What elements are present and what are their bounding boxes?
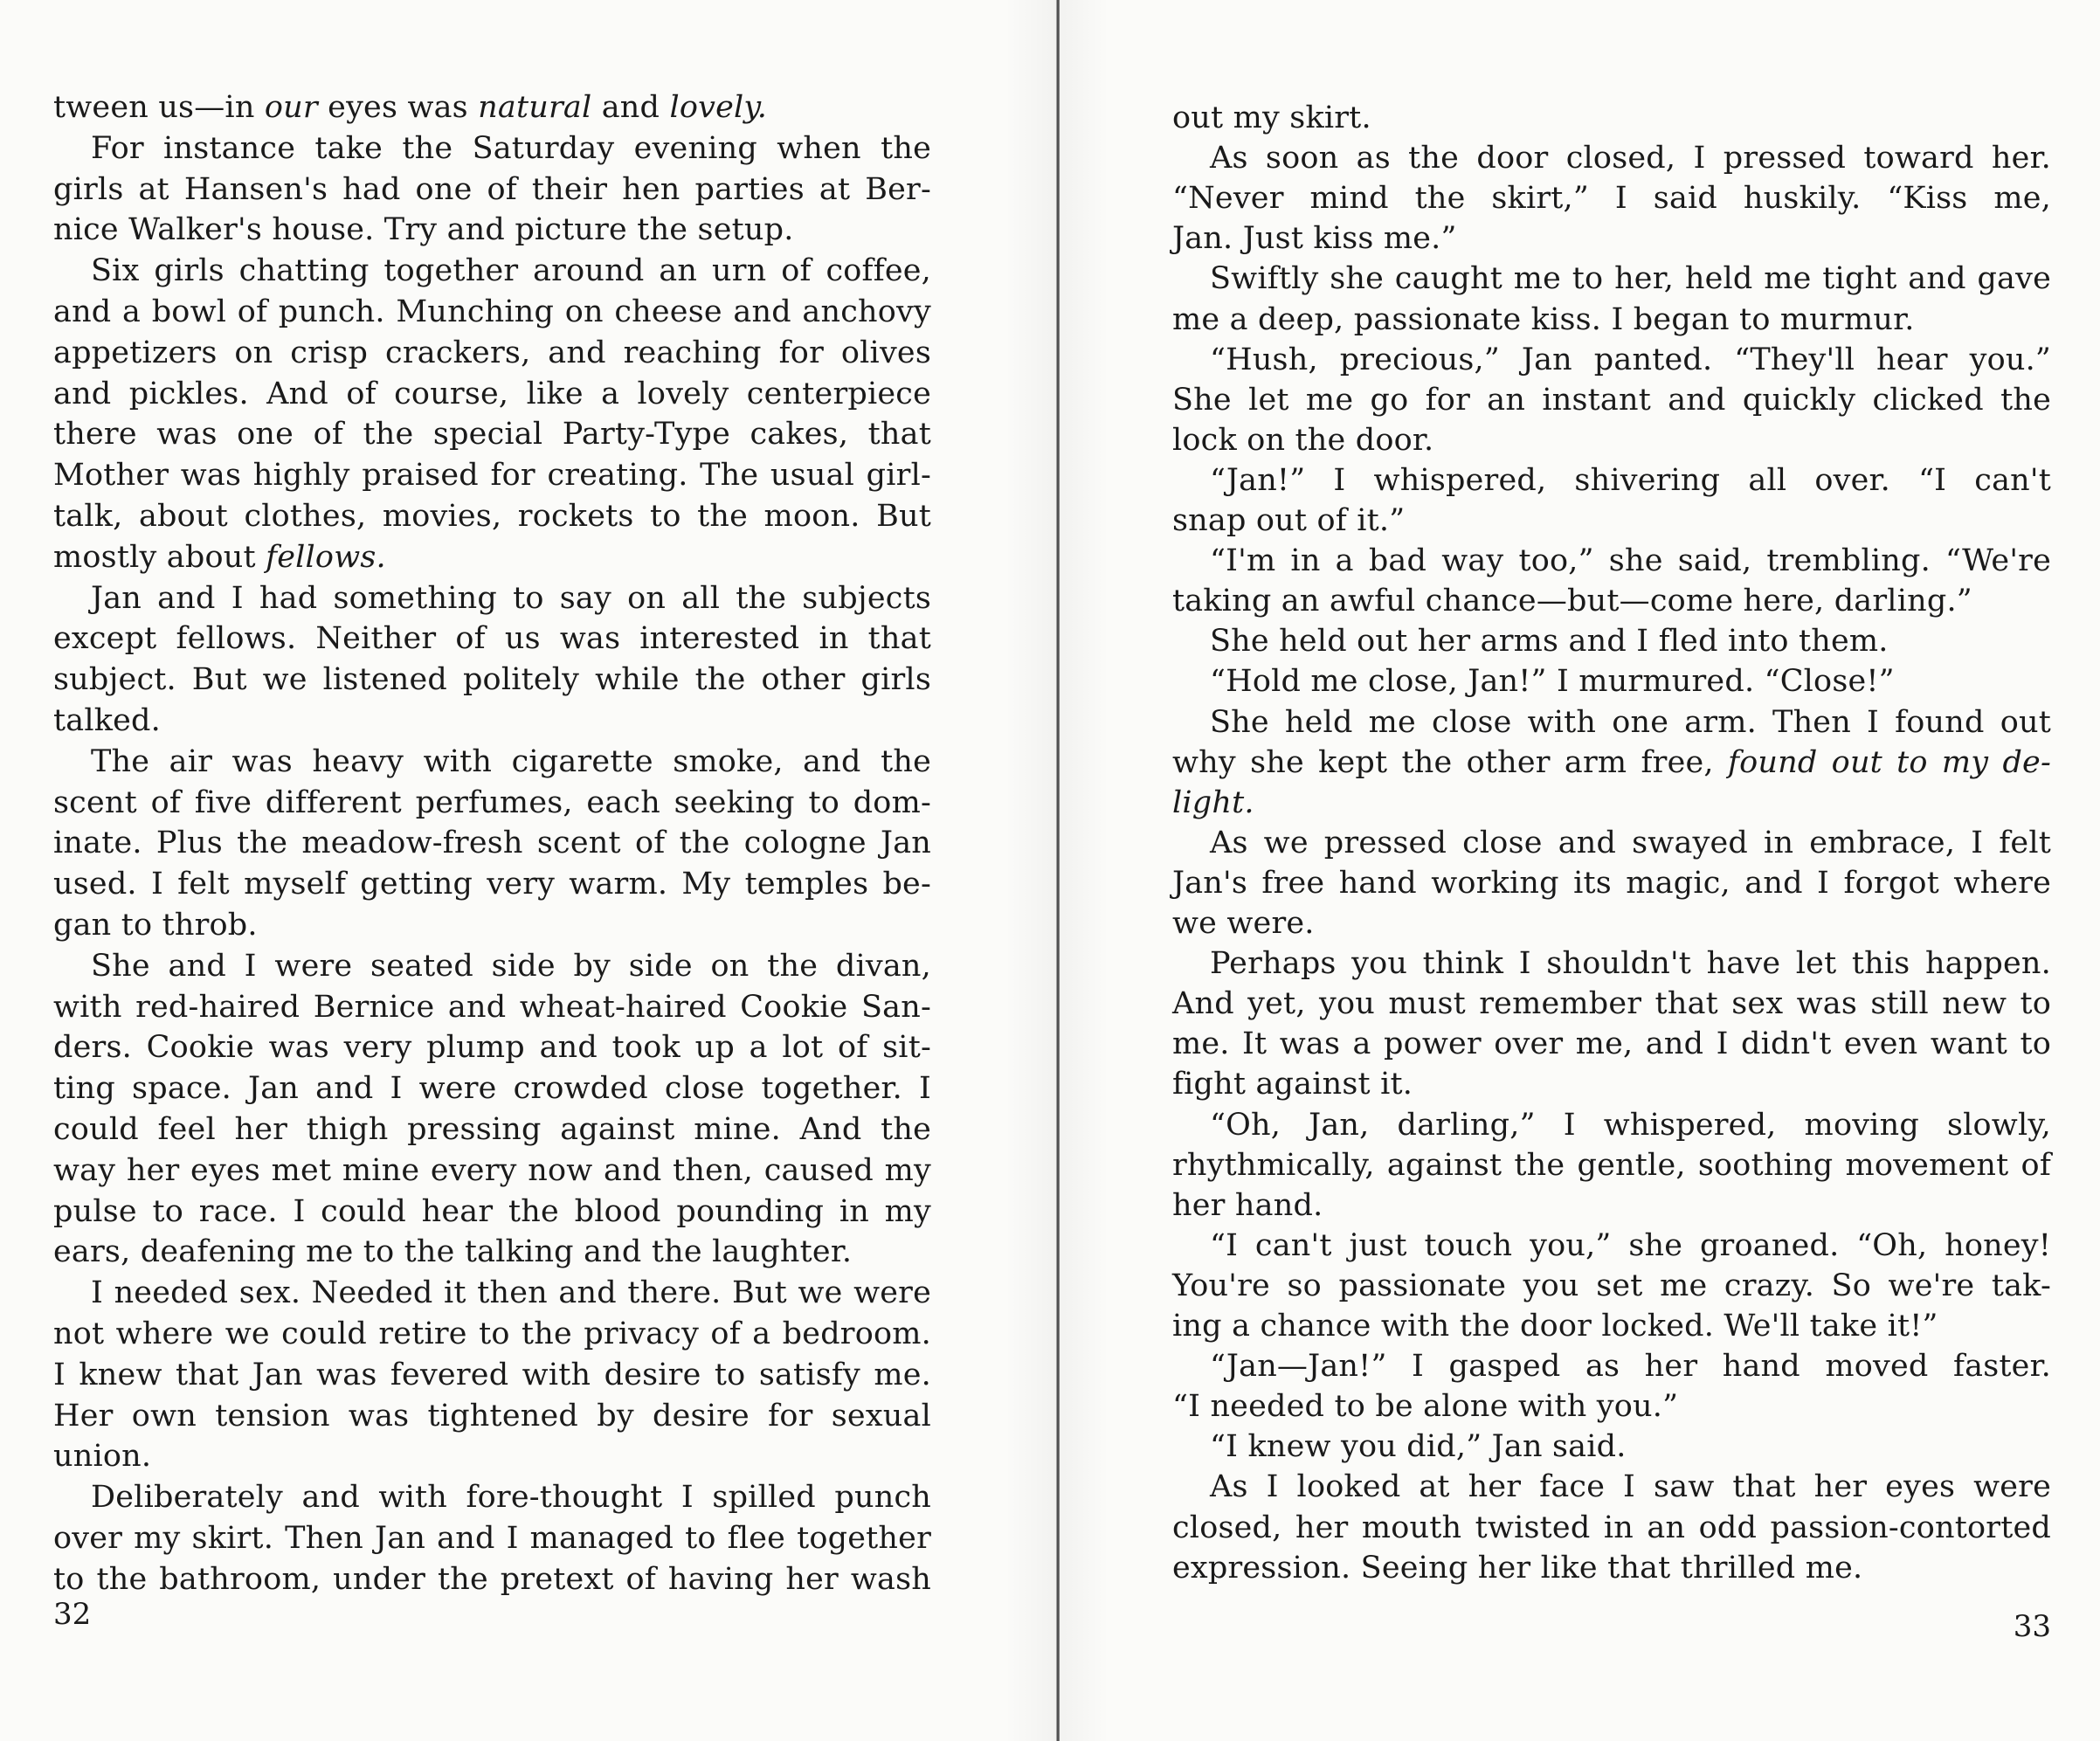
text-run: As soon as the door closed, I pressed toward her. <box>1210 141 2051 176</box>
text-line <box>1172 301 2051 339</box>
italic-text: fellows. <box>266 539 386 575</box>
text-run: not where we could retire to the privacy of a bedroom. <box>53 1316 931 1351</box>
text-line <box>53 784 931 822</box>
text-line <box>1172 179 2051 218</box>
text-line <box>1172 381 2051 419</box>
text-line <box>53 988 931 1026</box>
text-run: And yet, you must remember that sex was still new to <box>1172 986 2051 1022</box>
text-run: her hand. <box>1172 1187 1323 1223</box>
text-line <box>53 1151 931 1190</box>
text-line <box>53 1233 931 1271</box>
text-line <box>53 293 931 331</box>
text-line <box>1172 99 2051 137</box>
text-run: me a deep, passionate kiss. I began to murmur. <box>1172 301 1915 337</box>
text-line <box>1172 1186 2051 1225</box>
text-run: You're so passionate you set me crazy. So we're tak- <box>1172 1268 2051 1303</box>
text-run: out my skirt. <box>1172 100 1371 135</box>
book-spine <box>1056 0 1060 1741</box>
text-run: snap out of it.” <box>1172 503 1406 538</box>
text-run: fight against it. <box>1172 1067 1413 1102</box>
text-run: inate. Plus the meadow-fresh scent of the cologne Jan <box>53 826 931 861</box>
text-run: ting space. Jan and I were crowded close together. I <box>53 1071 931 1107</box>
text-run: She held me close with one arm. Then I found out <box>1210 704 2051 740</box>
text-run: eyes was <box>317 90 479 125</box>
text-line <box>1172 1146 2051 1185</box>
text-line <box>1210 139 2051 177</box>
text-line <box>91 743 931 781</box>
text-line <box>1210 703 2051 742</box>
text-run: “Never mind the skirt,” I said huskily. “Kiss me, <box>1172 181 2051 217</box>
text-run: tween us—in <box>53 90 265 125</box>
text-run: ders. Cookie was very plump and took up a lot of sit- <box>53 1030 931 1066</box>
text-line <box>1172 582 2051 620</box>
text-line <box>91 129 931 168</box>
text-line <box>53 1519 931 1558</box>
text-line <box>53 1110 931 1149</box>
text-line <box>1172 1509 2051 1547</box>
text-line <box>91 1274 931 1312</box>
right-page <box>1061 0 2100 1741</box>
text-line <box>1210 824 2051 862</box>
text-run: “I'm in a bad way too,” she said, trembling. “We're <box>1210 543 2051 579</box>
text-line <box>1172 1267 2051 1305</box>
text-line <box>1210 1427 2051 1466</box>
page-number: 32 <box>53 1597 92 1632</box>
text-line <box>1210 1226 2051 1265</box>
text-run: “Jan—Jan!” I gasped as her hand moved faster. <box>1210 1349 2051 1385</box>
text-run: lock on the door. <box>1172 422 1434 458</box>
text-run: talked. <box>53 703 161 738</box>
text-run: “Hush, precious,” Jan panted. “They'll hear you.” <box>1210 342 2051 377</box>
text-run: way her eyes met mine every now and then, caused my <box>53 1152 931 1188</box>
text-line <box>1210 259 2051 298</box>
text-run: and <box>591 90 670 125</box>
text-line <box>1172 904 2051 943</box>
text-run: gan to throb. <box>53 908 258 943</box>
text-line <box>53 660 931 699</box>
text-run: “Hold me close, Jan!” I murmured. “Close!” <box>1210 664 1895 700</box>
text-line <box>1172 864 2051 902</box>
text-line <box>53 88 931 127</box>
text-run: expression. Seeing her like that thrilled me. <box>1172 1550 1863 1586</box>
text-run: Jan. Just kiss me.” <box>1172 221 1457 257</box>
italic-text: lovely. <box>669 90 768 125</box>
text-run: For instance take the Saturday evening when the <box>91 130 931 166</box>
text-line <box>1172 1025 2051 1063</box>
text-line <box>1172 743 2051 782</box>
text-run: used. I felt myself getting very warm. My temples be- <box>53 867 931 902</box>
text-run: She held out her arms and I fled into them. <box>1210 624 1889 660</box>
text-line <box>53 1069 931 1108</box>
text-run: taking an awful chance—but—come here, darling.” <box>1172 584 1972 619</box>
italic-text: natural <box>478 90 592 125</box>
text-line <box>53 415 931 453</box>
text-run: Her own tension was tightened by desire for sexual <box>53 1398 931 1434</box>
text-run: Jan's free hand working its magic, and I forgot where <box>1172 865 2051 901</box>
text-line <box>53 1028 931 1067</box>
text-line <box>1210 944 2051 983</box>
text-line <box>1172 1387 2051 1426</box>
text-line <box>1172 1549 2051 1587</box>
text-run: She and I were seated side by side on the divan, <box>91 948 931 984</box>
text-line <box>53 824 931 862</box>
text-line <box>1172 421 2051 459</box>
text-line <box>1172 984 2051 1023</box>
text-line <box>53 456 931 494</box>
text-line <box>91 579 931 618</box>
text-run: Six girls chatting together around an urn of coffee, <box>91 253 931 289</box>
text-run: and a bowl of punch. Munching on cheese and anchovy <box>53 294 931 329</box>
text-run: ing a chance with the door locked. We'll take it!” <box>1172 1309 1938 1344</box>
text-line <box>53 1192 931 1231</box>
text-run: there was one of the special Party-Type cakes, that <box>53 417 931 453</box>
text-run: to the bathroom, under the pretext of having her wash <box>53 1561 931 1597</box>
text-line <box>1172 1307 2051 1345</box>
text-run: over my skirt. Then Jan and I managed to flee together <box>53 1521 931 1556</box>
text-line <box>53 1560 931 1599</box>
text-line <box>53 538 931 577</box>
text-line <box>53 170 931 209</box>
text-line <box>91 252 931 290</box>
italic-text: light. <box>1172 784 1254 820</box>
text-line <box>1210 1106 2051 1144</box>
text-run: Deliberately and with fore-thought I spilled punch <box>91 1480 931 1516</box>
text-line <box>1210 542 2051 580</box>
text-line <box>1210 1347 2051 1385</box>
text-line <box>53 865 931 903</box>
text-run: Jan and I had something to say on all the subjects <box>91 580 931 616</box>
text-run: “I knew you did,” Jan said. <box>1210 1429 1627 1465</box>
text-line <box>1210 622 2051 660</box>
text-run: I knew that Jan was fevered with desire to satisfy me. <box>53 1357 931 1392</box>
text-run: closed, her mouth twisted in an odd passion-contorted <box>1172 1510 2051 1545</box>
text-run: me. It was a power over me, and I didn't even want to <box>1172 1026 2051 1062</box>
text-line <box>53 1315 931 1353</box>
text-line <box>53 497 931 535</box>
text-run: pulse to race. I could hear the blood pounding in my <box>53 1193 931 1229</box>
italic-text: our <box>264 90 318 125</box>
text-run: with red-haired Bernice and wheat-haired Cookie San- <box>53 989 931 1025</box>
text-run: Perhaps you think I shouldn't have let this happen. <box>1210 946 2051 982</box>
text-line <box>53 375 931 413</box>
text-line <box>1172 219 2051 258</box>
text-line <box>91 1478 931 1516</box>
text-line <box>53 334 931 372</box>
text-line <box>53 1356 931 1394</box>
text-run: scent of five different perfumes, each seeking to dom- <box>53 784 931 820</box>
text-run: could feel her thigh pressing against mine. And the <box>53 1112 931 1147</box>
page-number: 33 <box>2013 1609 2051 1644</box>
text-run: “I needed to be alone with you.” <box>1172 1389 1679 1425</box>
text-line <box>53 1397 931 1435</box>
text-run: rhythmically, against the gentle, soothing movement of <box>1172 1147 2051 1183</box>
text-line <box>53 1437 931 1475</box>
text-run: why she kept the other arm free, <box>1172 744 1728 780</box>
text-line <box>53 211 931 249</box>
text-run: appetizers on crisp crackers, and reaching for olives <box>53 335 931 370</box>
text-run: “Oh, Jan, darling,” I whispered, moving slowly, <box>1210 1107 2051 1143</box>
text-run: As I looked at her face I saw that her eyes were <box>1210 1469 2051 1505</box>
text-run: She let me go for an instant and quickly clicked the <box>1172 382 2051 418</box>
text-line <box>53 619 931 658</box>
text-line <box>91 947 931 985</box>
text-run: talk, about clothes, movies, rockets to the moon. But <box>53 499 931 534</box>
text-run: and pickles. And of course, like a lovely centerpiece <box>53 376 931 411</box>
text-run: nice Walker's house. Try and picture the setup. <box>53 212 794 248</box>
text-run: Swiftly she caught me to her, held me tight and gave <box>1210 261 2051 297</box>
text-line <box>1210 461 2051 500</box>
text-run: mostly about <box>53 539 266 575</box>
text-run: girls at Hansen's had one of their hen parties at Ber- <box>53 171 931 207</box>
text-line <box>1172 1065 2051 1103</box>
text-run: ears, deafening me to the talking and the laughter. <box>53 1234 853 1270</box>
text-run: except fellows. Neither of us was interested in that <box>53 621 931 657</box>
text-run: “Jan!” I whispered, shivering all over. “I can't <box>1210 462 2051 498</box>
text-run: The air was heavy with cigarette smoke, and the <box>91 743 931 779</box>
text-line <box>1210 662 2051 701</box>
text-line <box>1210 341 2051 379</box>
text-line <box>1172 784 2051 822</box>
text-line <box>53 906 931 944</box>
text-line <box>53 701 931 740</box>
text-run: I needed sex. Needed it then and there. But we were <box>91 1275 931 1311</box>
italic-text: found out to my de- <box>1727 744 2051 780</box>
text-run: we were. <box>1172 906 1315 941</box>
text-line <box>1172 501 2051 540</box>
text-run: “I can't just touch you,” she groaned. “Oh, honey! <box>1210 1227 2051 1263</box>
text-run: union. <box>53 1439 152 1475</box>
text-run: Mother was highly praised for creating. The usual girl- <box>53 458 931 494</box>
text-run: subject. But we listened politely while the other girls <box>53 662 931 698</box>
text-line <box>1210 1468 2051 1506</box>
text-run: As we pressed close and swayed in embrace, I felt <box>1210 825 2051 860</box>
